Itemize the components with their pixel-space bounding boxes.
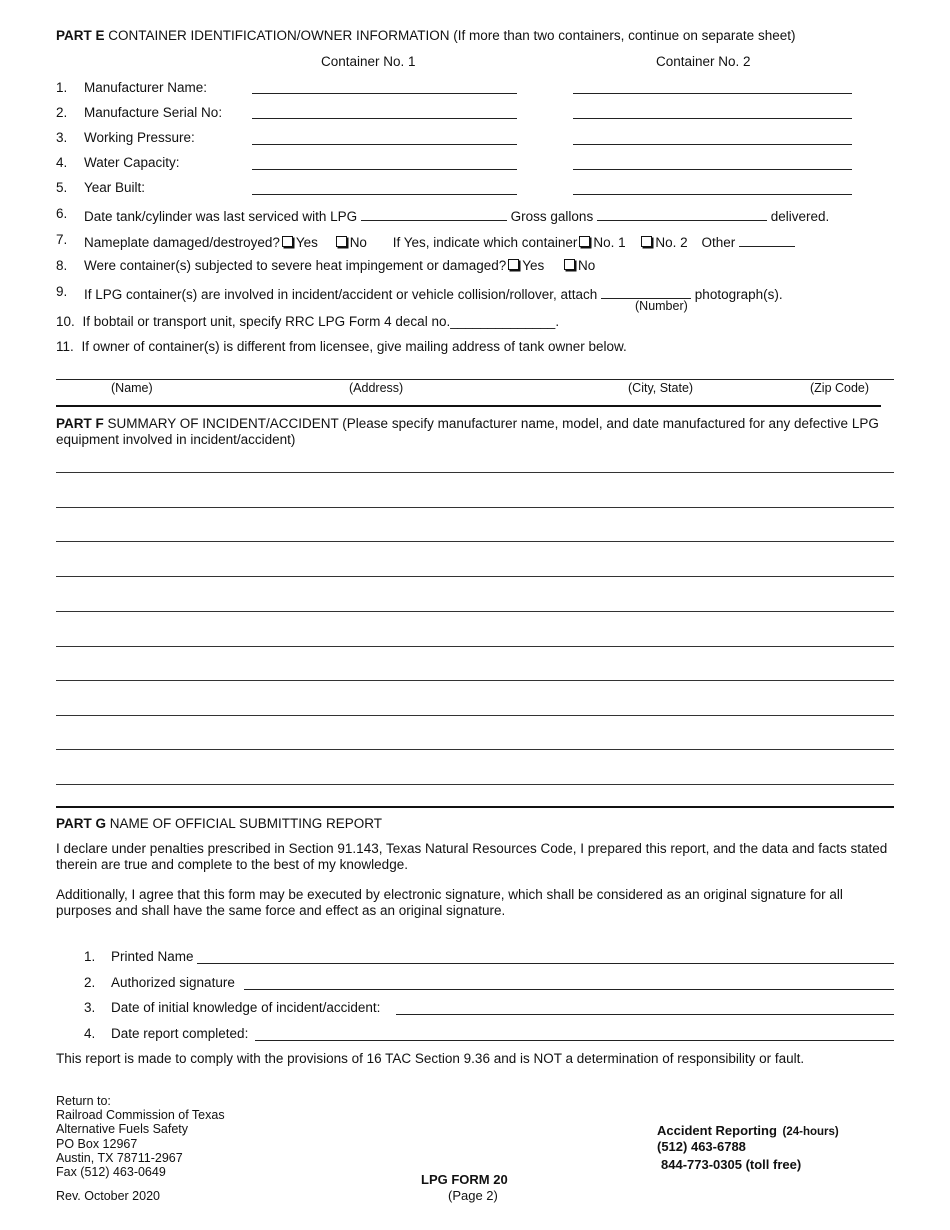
esignature-text: Additionally, I agree that this form may be executed by electronic signature, which shall be considered as an original signature for all purposes and shall have the same force and effect as an original signature. <box>56 887 843 918</box>
number-caption: (Number) <box>635 299 688 313</box>
part-f-heading: PART F SUMMARY OF INCIDENT/ACCIDENT (Please specify manufacturer name, model, and date manufactured for any defective LPG equipment involved in incident/accident) <box>56 416 879 447</box>
nameplate-yes-checkbox[interactable] <box>282 236 293 247</box>
section-divider <box>56 806 894 808</box>
summary-line[interactable] <box>56 472 894 473</box>
summary-line[interactable] <box>56 715 894 716</box>
summary-line[interactable] <box>56 576 894 577</box>
summary-line[interactable] <box>56 507 894 508</box>
water-capacity-input-2[interactable] <box>573 169 852 170</box>
owner-address-line[interactable] <box>56 379 894 380</box>
accident-phone: (512) 463-6788 <box>657 1139 746 1154</box>
name-caption: (Name) <box>111 381 153 395</box>
section-divider <box>56 405 881 407</box>
accident-toll-free: 844-773-0305 (toll free) <box>661 1157 802 1172</box>
declaration-text: I declare under penalties prescribed in Section 91.143, Texas Natural Resources Code, I prepared this report, and the data and facts stated therein are true and complete to the best of my knowledge. <box>56 841 888 872</box>
other-container-input[interactable] <box>739 232 795 247</box>
zip-caption: (Zip Code) <box>810 381 870 395</box>
summary-line[interactable] <box>56 611 894 612</box>
year-built-input-1[interactable] <box>252 194 517 195</box>
form-name: LPG FORM 20 <box>421 1172 508 1187</box>
report-completed-date-input[interactable] <box>255 1040 894 1041</box>
revision-date: Rev. October 2020 <box>56 1189 160 1203</box>
page-number: (Page 2) <box>448 1188 498 1203</box>
initial-knowledge-date-input[interactable] <box>396 1014 894 1015</box>
question-11: 11. If owner of container(s) is different from licensee, give mailing address of tank owner below. <box>56 339 627 354</box>
gross-gallons-input[interactable] <box>597 206 767 221</box>
manufacturer-name-input-2[interactable] <box>573 93 852 94</box>
serial-no-input-1[interactable] <box>252 118 517 119</box>
authorized-signature-input[interactable] <box>244 989 894 990</box>
compliance-statement: This report is made to comply with the provisions of 16 TAC Section 9.36 and is NOT a determination of responsibility or fault. <box>56 1051 805 1066</box>
address-caption: (Address) <box>349 381 404 395</box>
container-no1-checkbox[interactable] <box>579 236 590 247</box>
question-9: If LPG container(s) are involved in incident/accident or vehicle collision/rollover, attach photograph(s). <box>84 284 783 302</box>
accident-reporting-title: Accident Reporting (24-hours) <box>657 1123 839 1138</box>
summary-line[interactable] <box>56 646 894 647</box>
question-7: Nameplate damaged/destroyed? Yes No If Yes, indicate which container No. 1 No. 2 Other <box>84 232 795 250</box>
working-pressure-input-2[interactable] <box>573 144 852 145</box>
nameplate-no-checkbox[interactable] <box>336 236 347 247</box>
year-built-input-2[interactable] <box>573 194 852 195</box>
heat-no-checkbox[interactable] <box>564 259 575 270</box>
part-g-heading: PART G NAME OF OFFICIAL SUBMITTING REPORT <box>56 816 383 831</box>
printed-name-input[interactable] <box>197 963 894 964</box>
summary-line[interactable] <box>56 749 894 750</box>
question-8: Were container(s) subjected to severe heat impingement or damaged? Yes No <box>84 258 596 273</box>
water-capacity-input-1[interactable] <box>252 169 517 170</box>
return-address: Return to: Railroad Commission of Texas Alternative Fuels Safety PO Box 12967 Austin, TX 78711-2967 Fax (512) 463-0649 <box>56 1094 225 1180</box>
summary-line[interactable] <box>56 784 894 785</box>
summary-line[interactable] <box>56 541 894 542</box>
working-pressure-input-1[interactable] <box>252 144 517 145</box>
container-no2-checkbox[interactable] <box>641 236 652 247</box>
manufacturer-name-input-1[interactable] <box>252 93 517 94</box>
serial-no-input-2[interactable] <box>573 118 852 119</box>
question-6: Date tank/cylinder was last serviced with LPG Gross gallons delivered. <box>84 206 829 224</box>
container-1-header: Container No. 1 <box>321 54 416 69</box>
last-serviced-date-input[interactable] <box>361 206 507 221</box>
part-e-heading: PART E CONTAINER IDENTIFICATION/OWNER INFORMATION (If more than two containers, continue on separate sheet) <box>56 28 796 43</box>
heat-yes-checkbox[interactable] <box>508 259 519 270</box>
container-2-header: Container No. 2 <box>656 54 751 69</box>
question-10: 10. If bobtail or transport unit, specify RRC LPG Form 4 decal no.______________. <box>56 314 560 329</box>
city-state-caption: (City, State) <box>628 381 694 395</box>
photograph-count-input[interactable] <box>601 284 691 299</box>
summary-line[interactable] <box>56 680 894 681</box>
